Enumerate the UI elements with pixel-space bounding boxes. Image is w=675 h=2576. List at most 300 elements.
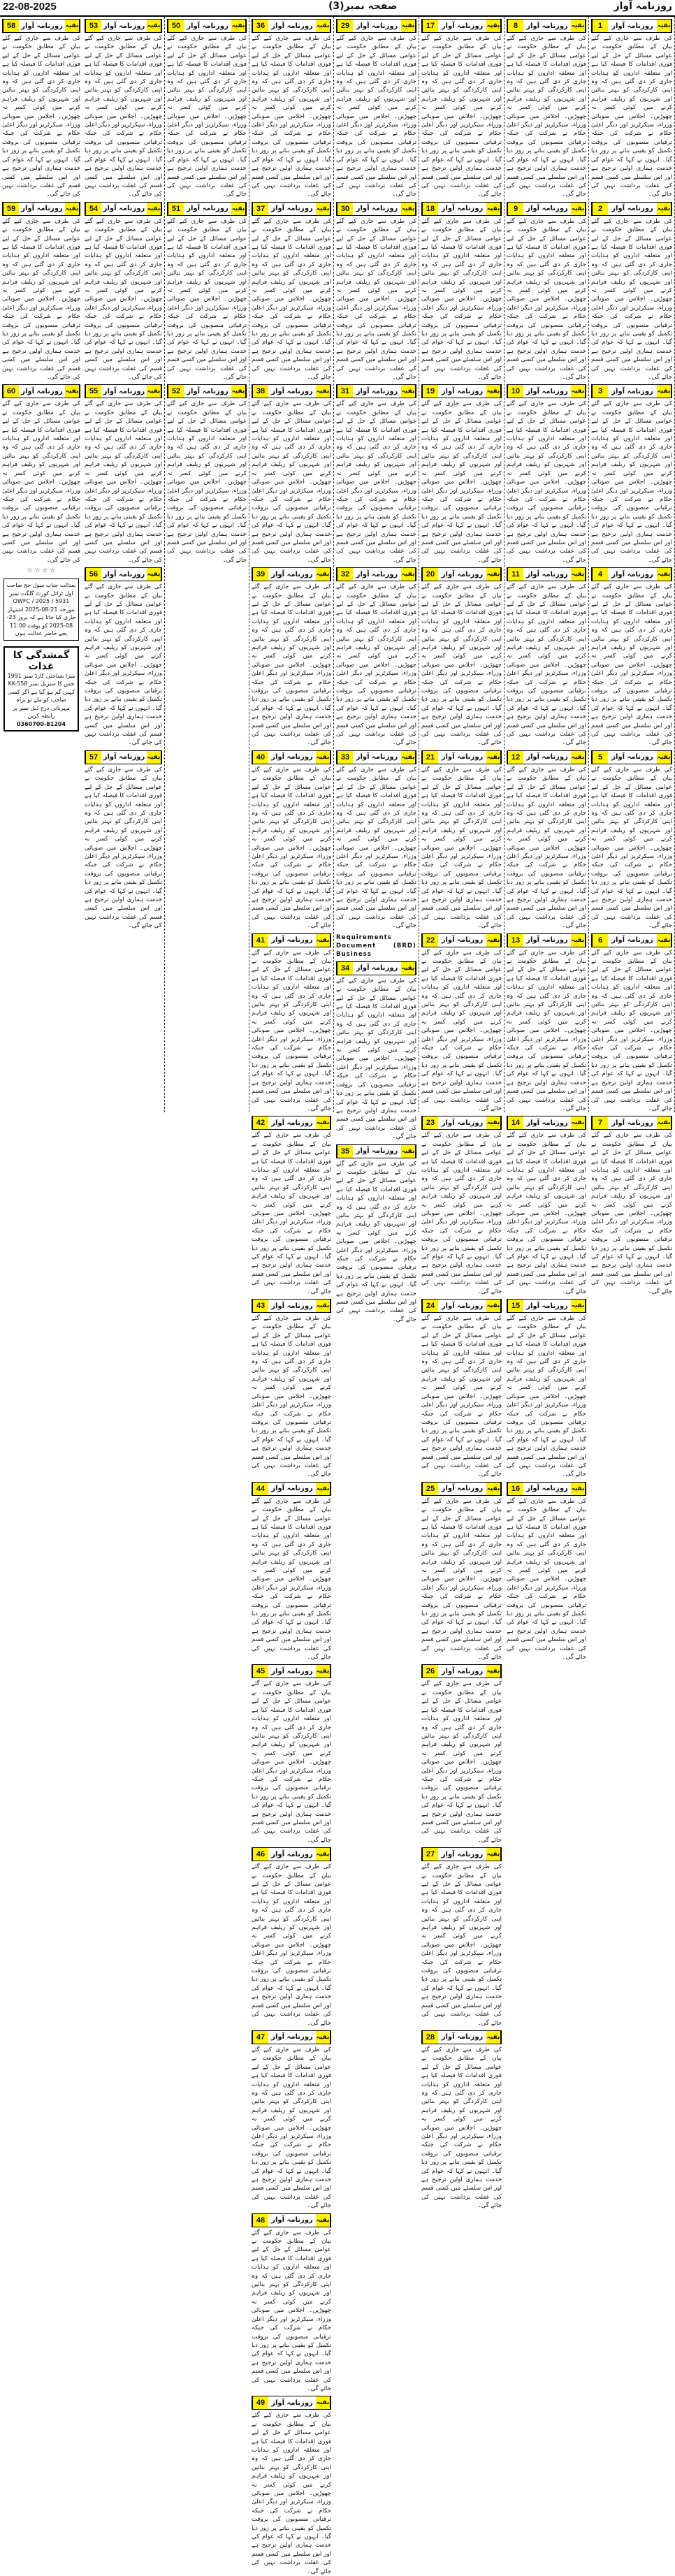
lost-documents-ad — [3, 646, 79, 732]
continued-tag: بقیہ — [316, 1483, 331, 1495]
article-box-title: روزنامہ آواز — [271, 2216, 313, 2225]
continued-tag: بقیہ — [401, 751, 416, 764]
article-number: 2 — [592, 203, 608, 215]
continued-tag: بقیہ — [147, 20, 161, 32]
article-box-title: روزنامہ آواز — [526, 1485, 568, 1493]
continued-tag: بقیہ — [316, 1116, 331, 1129]
article-number: 1 — [592, 20, 608, 32]
article-box-title: روزنامہ آواز — [271, 1667, 313, 1675]
article-header-box — [167, 202, 247, 216]
article-header-box — [421, 19, 502, 33]
article-header-box — [507, 1299, 586, 1313]
article-text: کی طرف سے جاری کیے گئے بیان کے مطابق حکومت نے عوامی مسائل کے حل کے لیے فوری اقدامات کا فیصلہ کیا ہے اور متعلقہ اداروں کو ہدایات جاری کر دی گئی ہیں کہ وہ اپنی کارکردگی کو بہتر بنائیں اور شہریوں کو ریلیف فراہم کرنے میں کوئی کسر نہ چھوڑیں۔ اجلاس میں صوبائی وزراء، سیکرٹریز اور دیگر اعلیٰ حکام نے شرکت کی جبکہ ترقیاتی منصوبوں کی بروقت تکمیل کو یقینی بنانے پر زور دیا گیا۔ انہوں نے کہا کہ عوام کی خدمت ہماری اولین ترجیح ہے اور اس سلسلے میں کسی قسم کی غفلت برداشت نہیں کی جائے گی۔ — [421, 1680, 502, 1844]
article-number: 12 — [507, 751, 523, 764]
article-box-title: روزنامہ آواز — [271, 1119, 313, 1127]
article-number: 57 — [85, 751, 101, 764]
continued-tag: بقیہ — [571, 385, 586, 398]
article-header-box — [85, 384, 162, 398]
continued-article — [421, 384, 502, 565]
continued-tag: بقیہ — [571, 751, 586, 764]
article-text: کی طرف سے جاری کیے گئے بیان کے مطابق حکومت نے عوامی مسائل کے حل کے لیے فوری اقدامات کا فیصلہ کیا ہے اور متعلقہ اداروں کو ہدایات جاری کر دی گئی ہیں کہ وہ اپنی کارکردگی کو بہتر بنائیں اور شہریوں کو ریلیف فراہم کرنے میں کوئی کسر نہ چھوڑیں۔ اجلاس میں صوبائی وزراء، سیکرٹریز اور دیگر اعلیٰ حکام نے شرکت کی جبکہ ترقیاتی منصوبوں کی بروقت تکمیل کو یقینی بنانے پر زور دیا گیا۔ انہوں نے کہا کہ عوام کی خدمت ہماری اولین ترجیح ہے اور اس سلسلے میں کسی قسم کی غفلت برداشت نہیں کی جائے گی۔ — [252, 1132, 331, 1295]
article-text: کی طرف سے جاری کیے گئے بیان کے مطابق حکومت نے عوامی مسائل کے حل کے لیے فوری اقدامات کا فیصلہ کیا ہے اور متعلقہ اداروں کو ہدایات جاری کر دی گئی ہیں کہ وہ اپنی کارکردگی کو بہتر بنائیں اور شہریوں کو ریلیف فراہم کرنے میں کوئی کسر نہ چھوڑیں۔ اجلاس میں صوبائی وزراء، سیکرٹریز اور دیگر اعلیٰ حکام نے شرکت کی جبکہ ترقیاتی منصوبوں کی بروقت تکمیل کو یقینی بنانے پر زور دیا گیا۔ انہوں نے کہا کہ عوام کی خدمت ہماری اولین ترجیح ہے اور اس سلسلے میں کسی قسم کی غفلت برداشت نہیں کی جائے گی۔ — [2, 35, 80, 198]
article-header-box — [421, 1299, 502, 1313]
article-box-title: روزنامہ آواز — [611, 753, 653, 762]
continued-tag: بقیہ — [316, 2396, 331, 2409]
article-header-box — [421, 1116, 502, 1130]
article-text: کی طرف سے جاری کیے گئے بیان کے مطابق حکومت نے عوامی مسائل کے حل کے لیے فوری اقدامات کا فیصلہ کیا ہے اور متعلقہ اداروں کو ہدایات جاری کر دی گئی ہیں کہ وہ اپنی کارکردگی کو بہتر بنائیں اور شہریوں کو ریلیف فراہم کرنے میں کوئی کسر نہ چھوڑیں۔ اجلاس میں صوبائی وزراء، سیکرٹریز اور دیگر اعلیٰ حکام نے شرکت کی جبکہ ترقیاتی منصوبوں کی بروقت تکمیل کو یقینی بنانے پر زور دیا گیا۔ انہوں نے کہا کہ عوام کی خدمت ہماری اولین ترجیح ہے اور اس سلسلے میں کسی قسم کی غفلت برداشت نہیں کی جائے گی۔ — [507, 400, 586, 564]
continued-tag: بقیہ — [486, 751, 501, 764]
continued-article — [507, 19, 586, 199]
continued-tag: بقیہ — [231, 203, 246, 215]
article-number: 46 — [252, 1848, 268, 1861]
article-number: 11 — [507, 568, 523, 581]
article-header-box — [591, 202, 672, 216]
article-number: 39 — [252, 568, 268, 581]
article-text: کی طرف سے جاری کیے گئے بیان کے مطابق حکومت نے عوامی مسائل کے حل کے لیے فوری اقدامات کا فیصلہ کیا ہے اور متعلقہ اداروں کو ہدایات جاری کر دی گئی ہیں کہ وہ اپنی کارکردگی کو بہتر بنائیں اور شہریوں کو ریلیف فراہم کرنے میں کوئی کسر نہ چھوڑیں۔ اجلاس میں صوبائی وزراء، سیکرٹریز اور دیگر اعلیٰ حکام نے شرکت کی جبکہ ترقیاتی منصوبوں کی بروقت تکمیل کو یقینی بنانے پر زور دیا گیا۔ انہوں نے کہا کہ عوام کی خدمت ہماری اولین ترجیح ہے اور اس سلسلے میں کسی قسم کی غفلت برداشت نہیں کی جائے گی۔ — [167, 217, 247, 381]
article-text: کی طرف سے جاری کیے گئے بیان کے مطابق حکومت نے عوامی مسائل کے حل کے لیے فوری اقدامات کا فیصلہ کیا ہے اور متعلقہ اداروں کو ہدایات جاری کر دی گئی ہیں کہ وہ اپنی کارکردگی کو بہتر بنائیں اور شہریوں کو ریلیف فراہم کرنے میں کوئی کسر نہ چھوڑیں۔ اجلاس میں صوبائی وزراء، سیکرٹریز اور دیگر اعلیٰ حکام نے شرکت کی جبکہ ترقیاتی منصوبوں کی بروقت تکمیل کو یقینی بنانے پر زور دیا گیا۔ انہوں نے کہا کہ عوام کی خدمت ہماری اولین ترجیح ہے اور اس سلسلے میں کسی قسم کی غفلت برداشت نہیں کی جائے گی۔ — [2, 217, 80, 381]
article-text: کی طرف سے جاری کیے گئے بیان کے مطابق حکومت نے عوامی مسائل کے حل کے لیے فوری اقدامات کا فیصلہ کیا ہے اور متعلقہ اداروں کو ہدایات جاری کر دی گئی ہیں کہ وہ اپنی کارکردگی کو بہتر بنائیں اور شہریوں کو ریلیف فراہم کرنے میں کوئی کسر نہ چھوڑیں۔ اجلاس میں صوبائی وزراء، سیکرٹریز اور دیگر اعلیٰ حکام نے شرکت کی جبکہ ترقیاتی منصوبوں کی بروقت تکمیل کو یقینی بنانے پر زور دیا گیا۔ انہوں نے کہا کہ عوام کی خدمت ہماری اولین ترجیح ہے اور اس سلسلے میں کسی قسم کی غفلت برداشت نہیں کی جائے گی۔ — [252, 766, 331, 930]
continued-tag: بقیہ — [316, 1665, 331, 1678]
court-notice — [3, 578, 79, 641]
article-box-title: روزنامہ آواز — [526, 936, 568, 945]
article-number: 4 — [592, 568, 608, 581]
article-box-title: روزنامہ آواز — [526, 22, 568, 30]
article-header-box — [421, 567, 502, 581]
continued-tag: بقیہ — [486, 1848, 501, 1861]
article-text: کی طرف سے جاری کیے گئے بیان کے مطابق حکومت نے عوامی مسائل کے حل کے لیے فوری اقدامات کا فیصلہ کیا ہے اور متعلقہ اداروں کو ہدایات جاری کر دی گئی ہیں کہ وہ اپنی کارکردگی کو بہتر بنائیں اور شہریوں کو ریلیف فراہم کرنے میں کوئی کسر نہ چھوڑیں۔ اجلاس میں صوبائی وزراء، سیکرٹریز اور دیگر اعلیٰ حکام نے شرکت کی جبکہ ترقیاتی منصوبوں کی بروقت تکمیل کو یقینی بنانے پر زور دیا گیا۔ انہوں نے کہا کہ عوام کی خدمت ہماری اولین ترجیح ہے اور اس سلسلے میں کسی قسم کی غفلت برداشت نہیں کی جائے گی۔ — [591, 766, 672, 930]
article-header-box — [252, 1482, 331, 1496]
continued-tag: بقیہ — [571, 934, 586, 947]
continued-tag: بقیہ — [401, 1145, 416, 1158]
continued-article — [252, 1847, 331, 2028]
article-box-title: روزنامہ آواز — [526, 570, 568, 578]
continued-tag: بقیہ — [316, 20, 331, 32]
article-box-title: روزنامہ آواز — [271, 570, 313, 578]
article-header-box — [507, 19, 586, 33]
continued-tag: بقیہ — [316, 1300, 331, 1312]
article-box-title: روزنامہ آواز — [611, 936, 653, 945]
article-text: کی طرف سے جاری کیے گئے بیان کے مطابق حکومت نے عوامی مسائل کے حل کے لیے فوری اقدامات کا فیصلہ کیا ہے اور متعلقہ اداروں کو ہدایات جاری کر دی گئی ہیں کہ وہ اپنی کارکردگی کو بہتر بنائیں اور شہریوں کو ریلیف فراہم کرنے میں کوئی کسر نہ چھوڑیں۔ اجلاس میں صوبائی وزراء، سیکرٹریز اور دیگر اعلیٰ حکام نے شرکت کی جبکہ ترقیاتی منصوبوں کی بروقت تکمیل کو یقینی بنانے پر زور دیا گیا۔ انہوں نے کہا کہ عوام کی خدمت ہماری اولین ترجیح ہے اور اس سلسلے میں کسی قسم کی غفلت برداشت نہیں کی جائے گی۔ — [421, 35, 502, 198]
continued-article — [591, 384, 672, 565]
article-header-box — [336, 202, 416, 216]
article-header-box — [336, 750, 416, 764]
continued-article — [507, 750, 586, 931]
article-header-box — [252, 1847, 331, 1861]
continued-article — [336, 202, 416, 382]
article-box-title: روزنامہ آواز — [187, 387, 228, 395]
article-number: 20 — [422, 568, 438, 581]
continued-article — [85, 384, 162, 565]
article-number: 56 — [85, 568, 101, 581]
continued-article — [85, 202, 162, 382]
article-text: کی طرف سے جاری کیے گئے بیان کے مطابق حکومت نے عوامی مسائل کے حل کے لیے فوری اقدامات کا فیصلہ کیا ہے اور متعلقہ اداروں کو ہدایات جاری کر دی گئی ہیں کہ وہ اپنی کارکردگی کو بہتر بنائیں اور شہریوں کو ریلیف فراہم کرنے میں کوئی کسر نہ چھوڑیں۔ اجلاس میں صوبائی وزراء، سیکرٹریز اور دیگر اعلیٰ حکام نے شرکت کی جبکہ ترقیاتی منصوبوں کی بروقت تکمیل کو یقینی بنانے پر زور دیا گیا۔ انہوں نے کہا کہ عوام کی خدمت ہماری اولین ترجیح ہے اور اس سلسلے میں کسی قسم کی غفلت برداشت نہیں کی جائے گی۔ — [2, 400, 80, 564]
continued-tag: بقیہ — [571, 20, 586, 32]
article-number: 28 — [422, 2031, 438, 2044]
continued-article — [336, 567, 416, 748]
continued-tag: بقیہ — [486, 1483, 501, 1495]
article-header-box — [421, 2030, 502, 2044]
continued-article — [421, 1299, 502, 1479]
column-5 — [249, 17, 334, 2575]
article-header-box — [591, 750, 672, 764]
article-header-box — [421, 384, 502, 398]
continued-tag: بقیہ — [316, 934, 331, 947]
article-header-box — [252, 933, 331, 947]
article-box-title: روزنامہ آواز — [356, 964, 398, 973]
article-header-box — [591, 19, 672, 33]
column-7 — [82, 17, 165, 1112]
article-box-title: روزنامہ آواز — [526, 1119, 568, 1127]
article-text: کی طرف سے جاری کیے گئے بیان کے مطابق حکومت نے عوامی مسائل کے حل کے لیے فوری اقدامات کا فیصلہ کیا ہے اور متعلقہ اداروں کو ہدایات جاری کر دی گئی ہیں کہ وہ اپنی کارکردگی کو بہتر بنائیں اور شہریوں کو ریلیف فراہم کرنے میں کوئی کسر نہ چھوڑیں۔ اجلاس میں صوبائی وزراء، سیکرٹریز اور دیگر اعلیٰ حکام نے شرکت کی جبکہ ترقیاتی منصوبوں کی بروقت تکمیل کو یقینی بنانے پر زور دیا گیا۔ انہوں نے کہا کہ عوام کی خدمت ہماری اولین ترجیح ہے اور اس سلسلے میں کسی قسم کی غفلت برداشت نہیں کی جائے گی۔ — [591, 949, 672, 1112]
article-text: کی طرف سے جاری کیے گئے بیان کے مطابق حکومت نے عوامی مسائل کے حل کے لیے فوری اقدامات کا فیصلہ کیا ہے اور متعلقہ اداروں کو ہدایات جاری کر دی گئی ہیں کہ وہ اپنی کارکردگی کو بہتر بنائیں اور شہریوں کو ریلیف فراہم کرنے میں کوئی کسر نہ چھوڑیں۔ اجلاس میں صوبائی وزراء، سیکرٹریز اور دیگر اعلیٰ حکام نے شرکت کی جبکہ ترقیاتی منصوبوں کی بروقت تکمیل کو یقینی بنانے پر زور دیا گیا۔ انہوں نے کہا کہ عوام کی خدمت ہماری اولین ترجیح ہے اور اس سلسلے میں کسی قسم کی غفلت برداشت نہیں کی جائے گی۔ — [85, 400, 162, 564]
continued-tag: بقیہ — [657, 203, 672, 215]
continued-article — [85, 567, 162, 748]
article-number: 26 — [422, 1665, 438, 1678]
continued-article — [336, 750, 416, 931]
article-box-title: روزنامہ آواز — [441, 1667, 484, 1675]
article-number: 10 — [507, 385, 523, 398]
paper-name: روزنامہ آواز — [614, 1, 672, 12]
continued-tag: بقیہ — [486, 203, 501, 215]
continued-tag: بقیہ — [316, 568, 331, 581]
continued-tag: بقیہ — [486, 1116, 501, 1129]
article-header-box — [591, 384, 672, 398]
article-number: 15 — [507, 1300, 523, 1312]
article-header-box — [507, 933, 586, 947]
article-box-title: روزنامہ آواز — [441, 1119, 484, 1127]
continued-tag: بقیہ — [486, 1665, 501, 1678]
continued-tag: بقیہ — [486, 20, 501, 32]
column-1 — [589, 17, 675, 1295]
article-header-box — [336, 19, 416, 33]
article-header-box — [507, 202, 586, 216]
continued-article — [252, 19, 331, 199]
article-number: 8 — [507, 20, 523, 32]
continued-tag: بقیہ — [657, 1116, 672, 1129]
continued-article — [252, 567, 331, 748]
article-number: 43 — [252, 1300, 268, 1312]
article-box-title: روزنامہ آواز — [356, 753, 398, 762]
article-header-box — [252, 1116, 331, 1130]
continued-tag: بقیہ — [65, 203, 80, 215]
article-header-box — [252, 2030, 331, 2044]
continued-article — [591, 567, 672, 748]
article-text: کی طرف سے جاری کیے گئے بیان کے مطابق حکومت نے عوامی مسائل کے حل کے لیے فوری اقدامات کا فیصلہ کیا ہے اور متعلقہ اداروں کو ہدایات جاری کر دی گئی ہیں کہ وہ اپنی کارکردگی کو بہتر بنائیں اور شہریوں کو ریلیف فراہم کرنے میں کوئی کسر نہ چھوڑیں۔ اجلاس میں صوبائی وزراء، سیکرٹریز اور دیگر اعلیٰ حکام نے شرکت کی جبکہ ترقیاتی منصوبوں کی بروقت تکمیل کو یقینی بنانے پر زور دیا گیا۔ انہوں نے کہا کہ عوام کی خدمت ہماری اولین ترجیح ہے اور اس سلسلے میں کسی قسم کی غفلت برداشت نہیں کی جائے گی۔ — [507, 1315, 586, 1478]
article-box-title: روزنامہ آواز — [441, 1485, 484, 1493]
continued-article — [252, 2396, 331, 2576]
article-header-box — [2, 384, 80, 398]
article-number: 17 — [422, 20, 438, 32]
article-text: کی طرف سے جاری کیے گئے بیان کے مطابق حکومت نے عوامی مسائل کے حل کے لیے فوری اقدامات کا فیصلہ کیا ہے اور متعلقہ اداروں کو ہدایات جاری کر دی گئی ہیں کہ وہ اپنی کارکردگی کو بہتر بنائیں اور شہریوں کو ریلیف فراہم کرنے میں کوئی کسر نہ چھوڑیں۔ اجلاس میں صوبائی وزراء، سیکرٹریز اور دیگر اعلیٰ حکام نے شرکت کی جبکہ ترقیاتی منصوبوں کی بروقت تکمیل کو یقینی بنانے پر زور دیا گیا۔ انہوں نے کہا کہ عوام کی خدمت ہماری اولین ترجیح ہے اور اس سلسلے میں کسی قسم کی غفلت برداشت نہیں کی جائے گی۔ — [507, 35, 586, 198]
continued-tag: بقیہ — [401, 385, 416, 398]
article-header-box — [167, 384, 247, 398]
article-header-box — [252, 202, 331, 216]
article-number: 5 — [592, 751, 608, 764]
article-box-title: روزنامہ آواز — [271, 1302, 313, 1310]
continued-article — [252, 384, 331, 565]
continued-article — [591, 202, 672, 382]
article-number: 45 — [252, 1665, 268, 1678]
article-number: 30 — [337, 203, 353, 215]
article-text: کی طرف سے جاری کیے گئے بیان کے مطابق حکومت نے عوامی مسائل کے حل کے لیے فوری اقدامات کا فیصلہ کیا ہے اور متعلقہ اداروں کو ہدایات جاری کر دی گئی ہیں کہ وہ اپنی کارکردگی کو بہتر بنائیں اور شہریوں کو ریلیف فراہم کرنے میں کوئی کسر نہ چھوڑیں۔ اجلاس میں صوبائی وزراء، سیکرٹریز اور دیگر اعلیٰ حکام نے شرکت کی جبکہ ترقیاتی منصوبوں کی بروقت تکمیل کو یقینی بنانے پر زور دیا گیا۔ انہوں نے کہا کہ عوام کی خدمت ہماری اولین ترجیح ہے اور اس سلسلے میں کسی قسم کی غفلت برداشت نہیں کی جائے گی۔ — [252, 1680, 331, 1844]
article-text: کی طرف سے جاری کیے گئے بیان کے مطابق حکومت نے عوامی مسائل کے حل کے لیے فوری اقدامات کا فیصلہ کیا ہے اور متعلقہ اداروں کو ہدایات جاری کر دی گئی ہیں کہ وہ اپنی کارکردگی کو بہتر بنائیں اور شہریوں کو ریلیف فراہم کرنے میں کوئی کسر نہ چھوڑیں۔ اجلاس میں صوبائی وزراء، سیکرٹریز اور دیگر اعلیٰ حکام نے شرکت کی جبکہ ترقیاتی منصوبوں کی بروقت تکمیل کو یقینی بنانے پر زور دیا گیا۔ انہوں نے کہا کہ عوام کی خدمت ہماری اولین ترجیح ہے اور اس سلسلے میں کسی قسم کی غفلت برداشت نہیں کی جائے گی۔ — [252, 217, 331, 381]
article-text: کی طرف سے جاری کیے گئے بیان کے مطابق حکومت نے عوامی مسائل کے حل کے لیے فوری اقدامات کا فیصلہ کیا ہے اور متعلقہ اداروں کو ہدایات جاری کر دی گئی ہیں کہ وہ اپنی کارکردگی کو بہتر بنائیں اور شہریوں کو ریلیف فراہم کرنے میں کوئی کسر نہ چھوڑیں۔ اجلاس میں صوبائی وزراء، سیکرٹریز اور دیگر اعلیٰ حکام نے شرکت کی جبکہ ترقیاتی منصوبوں کی بروقت تکمیل کو یقینی بنانے پر زور دیا گیا۔ انہوں نے کہا کہ عوام کی خدمت ہماری اولین ترجیح ہے اور اس سلسلے میں کسی قسم کی غفلت برداشت نہیں کی جائے گی۔ — [591, 217, 672, 381]
continued-tag: بقیہ — [147, 568, 161, 581]
article-text: کی طرف سے جاری کیے گئے بیان کے مطابق حکومت نے عوامی مسائل کے حل کے لیے فوری اقدامات کا فیصلہ کیا ہے اور متعلقہ اداروں کو ہدایات جاری کر دی گئی ہیں کہ وہ اپنی کارکردگی کو بہتر بنائیں اور شہریوں کو ریلیف فراہم کرنے میں کوئی کسر نہ چھوڑیں۔ اجلاس میں صوبائی وزراء، سیکرٹریز اور دیگر اعلیٰ حکام نے شرکت کی جبکہ ترقیاتی منصوبوں کی بروقت تکمیل کو یقینی بنانے پر زور دیا گیا۔ انہوں نے کہا کہ عوام کی خدمت ہماری اولین ترجیح ہے اور اس سلسلے میں کسی قسم کی غفلت برداشت نہیں کی جائے گی۔ — [591, 1132, 672, 1295]
article-text: کی طرف سے جاری کیے گئے بیان کے مطابق حکومت نے عوامی مسائل کے حل کے لیے فوری اقدامات کا فیصلہ کیا ہے اور متعلقہ اداروں کو ہدایات جاری کر دی گئی ہیں کہ وہ اپنی کارکردگی کو بہتر بنائیں اور شہریوں کو ریلیف فراہم کرنے میں کوئی کسر نہ چھوڑیں۔ اجلاس میں صوبائی وزراء، سیکرٹریز اور دیگر اعلیٰ حکام نے شرکت کی جبکہ ترقیاتی منصوبوں کی بروقت تکمیل کو یقینی بنانے پر زور دیا گیا۔ انہوں نے کہا کہ عوام کی خدمت ہماری اولین ترجیح ہے اور اس سلسلے میں کسی قسم کی غفلت برداشت نہیں کی جائے گی۔ — [252, 2046, 331, 2210]
article-box-title: روزنامہ آواز — [441, 753, 484, 762]
article-text: کی طرف سے جاری کیے گئے بیان کے مطابق حکومت نے عوامی مسائل کے حل کے لیے فوری اقدامات کا فیصلہ کیا ہے اور متعلقہ اداروں کو ہدایات جاری کر دی گئی ہیں کہ وہ اپنی کارکردگی کو بہتر بنائیں اور شہریوں کو ریلیف فراہم کرنے میں کوئی کسر نہ چھوڑیں۔ اجلاس میں صوبائی وزراء، سیکرٹریز اور دیگر اعلیٰ حکام نے شرکت کی جبکہ ترقیاتی منصوبوں کی بروقت تکمیل کو یقینی بنانے پر زور دیا گیا۔ انہوں نے کہا کہ عوام کی خدمت ہماری اولین ترجیح ہے اور اس سلسلے میں کسی قسم کی غفلت برداشت نہیں کی جائے گی۔ — [591, 583, 672, 747]
continued-tag: بقیہ — [486, 568, 501, 581]
continued-article — [421, 750, 502, 931]
article-number: 36 — [252, 20, 268, 32]
lost-documents-text: میرا شناختی کارڈ نمبر 1991 جس کا سیریل نمبر KK-558 کہیں گم ہو گیا ہے اگر کسی صاحب کو ملے تو براہ مہربانی درج ذیل نمبر پر رابطہ کریں — [7, 672, 75, 720]
article-header-box — [421, 1847, 502, 1861]
continued-tag: بقیہ — [231, 20, 246, 32]
continued-article — [421, 1664, 502, 1844]
article-number: 34 — [337, 962, 353, 975]
article-number: 18 — [422, 203, 438, 215]
article-number: 25 — [422, 1483, 438, 1495]
article-header-box — [336, 384, 416, 398]
issue-date: 22-08-2025 — [3, 1, 57, 13]
continued-article — [421, 2030, 502, 2211]
article-text: کی طرف سے جاری کیے گئے بیان کے مطابق حکومت نے عوامی مسائل کے حل کے لیے فوری اقدامات کا فیصلہ کیا ہے اور متعلقہ اداروں کو ہدایات جاری کر دی گئی ہیں کہ وہ اپنی کارکردگی کو بہتر بنائیں اور شہریوں کو ریلیف فراہم کرنے میں کوئی کسر نہ چھوڑیں۔ اجلاس میں صوبائی وزراء، سیکرٹریز اور دیگر اعلیٰ حکام نے شرکت کی جبکہ ترقیاتی منصوبوں کی بروقت تکمیل کو یقینی بنانے پر زور دیا گیا۔ انہوں نے کہا کہ عوام کی خدمت ہماری اولین ترجیح ہے اور اس سلسلے میں کسی قسم کی غفلت برداشت نہیں کی جائے گی۔ — [85, 583, 162, 747]
continued-article — [252, 1299, 331, 1479]
article-number: 9 — [507, 203, 523, 215]
column-8 — [0, 17, 82, 1112]
continued-tag: بقیہ — [401, 203, 416, 215]
continued-article — [252, 2213, 331, 2394]
continued-tag: بقیہ — [571, 203, 586, 215]
article-box-title: روزنامہ آواز — [103, 570, 145, 578]
article-text: کی طرف سے جاری کیے گئے بیان کے مطابق حکومت نے عوامی مسائل کے حل کے لیے فوری اقدامات کا فیصلہ کیا ہے اور متعلقہ اداروں کو ہدایات جاری کر دی گئی ہیں کہ وہ اپنی کارکردگی کو بہتر بنائیں اور شہریوں کو ریلیف فراہم کرنے میں کوئی کسر نہ چھوڑیں۔ اجلاس میں صوبائی وزراء، سیکرٹریز اور دیگر اعلیٰ حکام نے شرکت کی جبکہ ترقیاتی منصوبوں کی بروقت تکمیل کو یقینی بنانے پر زور دیا گیا۔ انہوں نے کہا کہ عوام کی خدمت ہماری اولین ترجیح ہے اور اس سلسلے میں کسی قسم کی غفلت برداشت نہیں کی جائے گی۔ — [507, 949, 586, 1112]
article-header-box — [252, 19, 331, 33]
article-number: 32 — [337, 568, 353, 581]
article-box-title: روزنامہ آواز — [611, 1119, 653, 1127]
article-box-title: روزنامہ آواز — [271, 753, 313, 762]
article-text: کی طرف سے جاری کیے گئے بیان کے مطابق حکومت نے عوامی مسائل کے حل کے لیے فوری اقدامات کا فیصلہ کیا ہے اور متعلقہ اداروں کو ہدایات جاری کر دی گئی ہیں کہ وہ اپنی کارکردگی کو بہتر بنائیں اور شہریوں کو ریلیف فراہم کرنے میں کوئی کسر نہ چھوڑیں۔ اجلاس میں صوبائی وزراء، سیکرٹریز اور دیگر اعلیٰ حکام نے شرکت کی جبکہ ترقیاتی منصوبوں کی بروقت تکمیل کو یقینی بنانے پر زور دیا گیا۔ انہوں نے کہا کہ عوام کی خدمت ہماری اولین ترجیح ہے اور اس سلسلے میں کسی قسم کی غفلت برداشت نہیں کی جائے گی۔ — [507, 1497, 586, 1661]
continued-tag: بقیہ — [657, 385, 672, 398]
article-number: 55 — [85, 385, 101, 398]
article-box-title: روزنامہ آواز — [271, 2399, 313, 2407]
article-number: 37 — [252, 203, 268, 215]
article-header-box — [421, 1482, 502, 1496]
article-number: 49 — [252, 2396, 268, 2409]
article-text: کی طرف سے جاری کیے گئے بیان کے مطابق حکومت نے عوامی مسائل کے حل کے لیے فوری اقدامات کا فیصلہ کیا ہے اور متعلقہ اداروں کو ہدایات جاری کر دی گئی ہیں کہ وہ اپنی کارکردگی کو بہتر بنائیں اور شہریوں کو ریلیف فراہم کرنے میں کوئی کسر نہ چھوڑیں۔ اجلاس میں صوبائی وزراء، سیکرٹریز اور دیگر اعلیٰ حکام نے شرکت کی جبکہ ترقیاتی منصوبوں کی بروقت تکمیل کو یقینی بنانے پر زور دیا گیا۔ انہوں نے کہا کہ عوام کی خدمت ہماری اولین ترجیح ہے اور اس سلسلے میں کسی قسم کی غفلت برداشت نہیں کی جائے گی۔ — [252, 2412, 331, 2575]
continued-tag: بقیہ — [65, 385, 80, 398]
article-box-title: روزنامہ آواز — [187, 22, 228, 30]
article-text: کی طرف سے جاری کیے گئے بیان کے مطابق حکومت نے عوامی مسائل کے حل کے لیے فوری اقدامات کا فیصلہ کیا ہے اور متعلقہ اداروں کو ہدایات جاری کر دی گئی ہیں کہ وہ اپنی کارکردگی کو بہتر بنائیں اور شہریوں کو ریلیف فراہم کرنے میں کوئی کسر نہ چھوڑیں۔ اجلاس میں صوبائی وزراء، سیکرٹریز اور دیگر اعلیٰ حکام نے شرکت کی جبکہ ترقیاتی منصوبوں کی بروقت تکمیل کو یقینی بنانے پر زور دیا گیا۔ انہوں نے کہا کہ عوام کی خدمت ہماری اولین ترجیح ہے اور اس سلسلے میں کسی قسم کی غفلت برداشت نہیں کی جائے گی۔ — [336, 217, 416, 381]
article-box-title: روزنامہ آواز — [103, 22, 145, 30]
article-header-box — [421, 1664, 502, 1678]
article-header-box — [252, 1664, 331, 1678]
column-2 — [505, 17, 589, 1661]
continued-article — [336, 19, 416, 199]
continued-tag: بقیہ — [486, 2031, 501, 2044]
continued-tag: بقیہ — [316, 203, 331, 215]
article-number: 13 — [507, 934, 523, 947]
continued-article — [421, 1116, 502, 1296]
continued-tag: بقیہ — [571, 568, 586, 581]
article-header-box — [2, 19, 80, 33]
article-header-box — [85, 19, 162, 33]
newspaper-page — [0, 17, 675, 2575]
continued-tag: بقیہ — [147, 751, 161, 764]
article-box-title: روزنامہ آواز — [526, 1302, 568, 1310]
continued-article — [507, 1482, 586, 1662]
article-header-box — [591, 567, 672, 581]
article-box-title: روزنامہ آواز — [271, 936, 313, 945]
article-header-box — [252, 2396, 331, 2410]
article-text: کی طرف سے جاری کیے گئے بیان کے مطابق حکومت نے عوامی مسائل کے حل کے لیے فوری اقدامات کا فیصلہ کیا ہے اور متعلقہ اداروں کو ہدایات جاری کر دی گئی ہیں کہ وہ اپنی کارکردگی کو بہتر بنائیں اور شہریوں کو ریلیف فراہم کرنے میں کوئی کسر نہ چھوڑیں۔ اجلاس میں صوبائی وزراء، سیکرٹریز اور دیگر اعلیٰ حکام نے شرکت کی جبکہ ترقیاتی منصوبوں کی بروقت تکمیل کو یقینی بنانے پر زور دیا گیا۔ انہوں نے کہا کہ عوام کی خدمت ہماری اولین ترجیح ہے اور اس سلسلے میں کسی قسم کی غفلت برداشت نہیں کی جائے گی۔ — [336, 583, 416, 747]
article-text: کی طرف سے جاری کیے گئے بیان کے مطابق حکومت نے عوامی مسائل کے حل کے لیے فوری اقدامات کا فیصلہ کیا ہے اور متعلقہ اداروں کو ہدایات جاری کر دی گئی ہیں کہ وہ اپنی کارکردگی کو بہتر بنائیں اور شہریوں کو ریلیف فراہم کرنے میں کوئی کسر نہ چھوڑیں۔ اجلاس میں صوبائی وزراء، سیکرٹریز اور دیگر اعلیٰ حکام نے شرکت کی جبکہ ترقیاتی منصوبوں کی بروقت تکمیل کو یقینی بنانے پر زور دیا گیا۔ انہوں نے کہا کہ عوام کی خدمت ہماری اولین ترجیح ہے اور اس سلسلے میں کسی قسم کی غفلت برداشت نہیں کی جائے گی۔ — [421, 1497, 502, 1661]
article-header-box — [507, 1116, 586, 1130]
continued-article — [167, 384, 247, 565]
article-text: کی طرف سے جاری کیے گئے بیان کے مطابق حکومت نے عوامی مسائل کے حل کے لیے فوری اقدامات کا فیصلہ کیا ہے اور متعلقہ اداروں کو ہدایات جاری کر دی گئی ہیں کہ وہ اپنی کارکردگی کو بہتر بنائیں اور شہریوں کو ریلیف فراہم کرنے میں کوئی کسر نہ چھوڑیں۔ اجلاس میں صوبائی وزراء، سیکرٹریز اور دیگر اعلیٰ حکام نے شرکت کی جبکہ ترقیاتی منصوبوں کی بروقت تکمیل کو یقینی بنانے پر زور دیا گیا۔ انہوں نے کہا کہ عوام کی خدمت ہماری اولین ترجیح ہے اور اس سلسلے میں کسی قسم کی غفلت برداشت نہیں کی جائے گی۔ — [252, 1315, 331, 1478]
article-text: کی طرف سے جاری کیے گئے بیان کے مطابق حکومت نے عوامی مسائل کے حل کے لیے فوری اقدامات کا فیصلہ کیا ہے اور متعلقہ اداروں کو ہدایات جاری کر دی گئی ہیں کہ وہ اپنی کارکردگی کو بہتر بنائیں اور شہریوں کو ریلیف فراہم کرنے میں کوئی کسر نہ چھوڑیں۔ اجلاس میں صوبائی وزراء، سیکرٹریز اور دیگر اعلیٰ حکام نے شرکت کی جبکہ ترقیاتی منصوبوں کی بروقت تکمیل کو یقینی بنانے پر زور دیا گیا۔ انہوں نے کہا کہ عوام کی خدمت ہماری اولین ترجیح ہے اور اس سلسلے میں کسی قسم کی غفلت برداشت نہیں کی جائے گی۔ — [421, 949, 502, 1112]
article-number: 38 — [252, 385, 268, 398]
column-4 — [334, 17, 419, 1323]
article-header-box — [252, 2213, 331, 2227]
article-box-title: روزنامہ آواز — [611, 22, 653, 30]
article-text: کی طرف سے جاری کیے گئے بیان کے مطابق حکومت نے عوامی مسائل کے حل کے لیے فوری اقدامات کا فیصلہ کیا ہے اور متعلقہ اداروں کو ہدایات جاری کر دی گئی ہیں کہ وہ اپنی کارکردگی کو بہتر بنائیں اور شہریوں کو ریلیف فراہم کرنے میں کوئی کسر نہ چھوڑیں۔ اجلاس میں صوبائی وزراء، سیکرٹریز اور دیگر اعلیٰ حکام نے شرکت کی جبکہ ترقیاتی منصوبوں کی بروقت تکمیل کو یقینی بنانے پر زور دیا گیا۔ انہوں نے کہا کہ عوام کی خدمت ہماری اولین ترجیح ہے اور اس سلسلے میں کسی قسم کی غفلت برداشت نہیں کی جائے گی۔ — [507, 583, 586, 747]
continued-article — [507, 567, 586, 748]
continued-article — [591, 1116, 672, 1296]
article-header-box — [167, 19, 247, 33]
continued-tag: بقیہ — [316, 1848, 331, 1861]
article-header-box — [507, 384, 586, 398]
article-box-title: روزنامہ آواز — [526, 205, 568, 213]
article-number: 58 — [3, 20, 19, 32]
article-number: 47 — [252, 2031, 268, 2044]
continued-article — [591, 933, 672, 1114]
article-box-title: روزنامہ آواز — [271, 1485, 313, 1493]
article-number: 6 — [592, 934, 608, 947]
article-box-title: روزنامہ آواز — [21, 387, 63, 395]
continued-article — [591, 750, 672, 931]
article-text: کی طرف سے جاری کیے گئے بیان کے مطابق حکومت نے عوامی مسائل کے حل کے لیے فوری اقدامات کا فیصلہ کیا ہے اور متعلقہ اداروں کو ہدایات جاری کر دی گئی ہیں کہ وہ اپنی کارکردگی کو بہتر بنائیں اور شہریوں کو ریلیف فراہم کرنے میں کوئی کسر نہ چھوڑیں۔ اجلاس میں صوبائی وزراء، سیکرٹریز اور دیگر اعلیٰ حکام نے شرکت کی جبکہ ترقیاتی منصوبوں کی بروقت تکمیل کو یقینی بنانے پر زور دیا گیا۔ انہوں نے کہا کہ عوام کی خدمت ہماری اولین ترجیح ہے اور اس سلسلے میں کسی قسم کی غفلت برداشت نہیں کی جائے گی۔ — [336, 1160, 416, 1323]
continued-article — [507, 384, 586, 565]
article-box-title: روزنامہ آواز — [441, 1302, 484, 1310]
article-header-box — [252, 1299, 331, 1313]
article-box-title: روزنامہ آواز — [356, 1147, 398, 1156]
article-text: کی طرف سے جاری کیے گئے بیان کے مطابق حکومت نے عوامی مسائل کے حل کے لیے فوری اقدامات کا فیصلہ کیا ہے اور متعلقہ اداروں کو ہدایات جاری کر دی گئی ہیں کہ وہ اپنی کارکردگی کو بہتر بنائیں اور شہریوں کو ریلیف فراہم کرنے میں کوئی کسر نہ چھوڑیں۔ اجلاس میں صوبائی وزراء، سیکرٹریز اور دیگر اعلیٰ حکام نے شرکت کی جبکہ ترقیاتی منصوبوں کی بروقت تکمیل کو یقینی بنانے پر زور دیا گیا۔ انہوں نے کہا کہ عوام کی خدمت ہماری اولین ترجیح ہے اور اس سلسلے میں کسی قسم کی غفلت برداشت نہیں کی جائے گی۔ — [421, 583, 502, 747]
article-box-title: روزنامہ آواز — [356, 205, 398, 213]
article-number: 27 — [422, 1848, 438, 1861]
continued-tag: بقیہ — [316, 2214, 331, 2227]
article-number: 50 — [168, 20, 184, 32]
article-box-title: روزنامہ آواز — [441, 570, 484, 578]
article-header-box — [252, 384, 331, 398]
continued-tag: بقیہ — [657, 934, 672, 947]
continued-tag: بقیہ — [571, 1300, 586, 1312]
article-text: کی طرف سے جاری کیے گئے بیان کے مطابق حکومت نے عوامی مسائل کے حل کے لیے فوری اقدامات کا فیصلہ کیا ہے اور متعلقہ اداروں کو ہدایات جاری کر دی گئی ہیں کہ وہ اپنی کارکردگی کو بہتر بنائیں اور شہریوں کو ریلیف فراہم کرنے میں کوئی کسر نہ چھوڑیں۔ اجلاس میں صوبائی وزراء، سیکرٹریز اور دیگر اعلیٰ حکام نے شرکت کی جبکہ ترقیاتی منصوبوں کی بروقت تکمیل کو یقینی بنانے پر زور دیا گیا۔ انہوں نے کہا کہ عوام کی خدمت ہماری اولین ترجیح ہے اور اس سلسلے میں کسی قسم کی غفلت برداشت نہیں کی جائے گی۔ — [85, 35, 162, 198]
article-header-box — [85, 750, 162, 764]
article-header-box — [336, 567, 416, 581]
article-text: کی طرف سے جاری کیے گئے بیان کے مطابق حکومت نے عوامی مسائل کے حل کے لیے فوری اقدامات کا فیصلہ کیا ہے اور متعلقہ اداروں کو ہدایات جاری کر دی گئی ہیں کہ وہ اپنی کارکردگی کو بہتر بنائیں اور شہریوں کو ریلیف فراہم کرنے میں کوئی کسر نہ چھوڑیں۔ اجلاس میں صوبائی وزراء، سیکرٹریز اور دیگر اعلیٰ حکام نے شرکت کی جبکہ ترقیاتی منصوبوں کی بروقت تکمیل کو یقینی بنانے پر زور دیا گیا۔ انہوں نے کہا کہ عوام کی خدمت ہماری اولین ترجیح ہے اور اس سلسلے میں کسی قسم کی غفلت برداشت نہیں کی جائے گی۔ — [167, 400, 247, 564]
article-number: 52 — [168, 385, 184, 398]
continued-article — [252, 933, 331, 1114]
article-text: کی طرف سے جاری کیے گئے بیان کے مطابق حکومت نے عوامی مسائل کے حل کے لیے فوری اقدامات کا فیصلہ کیا ہے اور متعلقہ اداروں کو ہدایات جاری کر دی گئی ہیں کہ وہ اپنی کارکردگی کو بہتر بنائیں اور شہریوں کو ریلیف فراہم کرنے میں کوئی کسر نہ چھوڑیں۔ اجلاس میں صوبائی وزراء، سیکرٹریز اور دیگر اعلیٰ حکام نے شرکت کی جبکہ ترقیاتی منصوبوں کی بروقت تکمیل کو یقینی بنانے پر زور دیا گیا۔ انہوں نے کہا کہ عوام کی خدمت ہماری اولین ترجیح ہے اور اس سلسلے میں کسی قسم کی غفلت برداشت نہیں کی جائے گی۔ — [252, 2229, 331, 2392]
article-box-title: روزنامہ آواز — [441, 2033, 484, 2042]
article-text: کی طرف سے جاری کیے گئے بیان کے مطابق حکومت نے عوامی مسائل کے حل کے لیے فوری اقدامات کا فیصلہ کیا ہے اور متعلقہ اداروں کو ہدایات جاری کر دی گئی ہیں کہ وہ اپنی کارکردگی کو بہتر بنائیں اور شہریوں کو ریلیف فراہم کرنے میں کوئی کسر نہ چھوڑیں۔ اجلاس میں صوبائی وزراء، سیکرٹریز اور دیگر اعلیٰ حکام نے شرکت کی جبکہ ترقیاتی منصوبوں کی بروقت تکمیل کو یقینی بنانے پر زور دیا گیا۔ انہوں نے کہا کہ عوام کی خدمت ہماری اولین ترجیح ہے اور اس سلسلے میں کسی قسم کی غفلت برداشت نہیں کی جائے گی۔ — [421, 217, 502, 381]
article-box-title: روزنامہ آواز — [103, 753, 145, 762]
article-box-title: روزنامہ آواز — [356, 570, 398, 578]
article-number: 21 — [422, 751, 438, 764]
continued-article — [507, 1299, 586, 1479]
continued-article — [85, 19, 162, 199]
continued-tag: بقیہ — [401, 568, 416, 581]
article-number: 33 — [337, 751, 353, 764]
continued-tag: بقیہ — [486, 385, 501, 398]
article-box-title: روزنامہ آواز — [526, 387, 568, 395]
article-text: کی طرف سے جاری کیے گئے بیان کے مطابق حکومت نے عوامی مسائل کے حل کے لیے فوری اقدامات کا فیصلہ کیا ہے اور متعلقہ اداروں کو ہدایات جاری کر دی گئی ہیں کہ وہ اپنی کارکردگی کو بہتر بنائیں اور شہریوں کو ریلیف فراہم کرنے میں کوئی کسر نہ چھوڑیں۔ اجلاس میں صوبائی وزراء، سیکرٹریز اور دیگر اعلیٰ حکام نے شرکت کی جبکہ ترقیاتی منصوبوں کی بروقت تکمیل کو یقینی بنانے پر زور دیا گیا۔ انہوں نے کہا کہ عوام کی خدمت ہماری اولین ترجیح ہے اور اس سلسلے میں کسی قسم کی غفلت برداشت نہیں کی جائے گی۔ — [252, 583, 331, 747]
article-text: کی طرف سے جاری کیے گئے بیان کے مطابق حکومت نے عوامی مسائل کے حل کے لیے فوری اقدامات کا فیصلہ کیا ہے اور متعلقہ اداروں کو ہدایات جاری کر دی گئی ہیں کہ وہ اپنی کارکردگی کو بہتر بنائیں اور شہریوں کو ریلیف فراہم کرنے میں کوئی کسر نہ چھوڑیں۔ اجلاس میں صوبائی وزراء، سیکرٹریز اور دیگر اعلیٰ حکام نے شرکت کی جبکہ ترقیاتی منصوبوں کی بروقت تکمیل کو یقینی بنانے پر زور دیا گیا۔ انہوں نے کہا کہ عوام کی خدمت ہماری اولین ترجیح ہے اور اس سلسلے میں کسی قسم کی غفلت برداشت نہیں کی جائے گی۔ — [507, 217, 586, 381]
article-text: کی طرف سے جاری کیے گئے بیان کے مطابق حکومت نے عوامی مسائل کے حل کے لیے فوری اقدامات کا فیصلہ کیا ہے اور متعلقہ اداروں کو ہدایات جاری کر دی گئی ہیں کہ وہ اپنی کارکردگی کو بہتر بنائیں اور شہریوں کو ریلیف فراہم کرنے میں کوئی کسر نہ چھوڑیں۔ اجلاس میں صوبائی وزراء، سیکرٹریز اور دیگر اعلیٰ حکام نے شرکت کی جبکہ ترقیاتی منصوبوں کی بروقت تکمیل کو یقینی بنانے پر زور دیا گیا۔ انہوں نے کہا کہ عوام کی خدمت ہماری اولین ترجیح ہے اور اس سلسلے میں کسی قسم کی غفلت برداشت نہیں کی جائے گی۔ — [591, 400, 672, 564]
article-text: کی طرف سے جاری کیے گئے بیان کے مطابق حکومت نے عوامی مسائل کے حل کے لیے فوری اقدامات کا فیصلہ کیا ہے اور متعلقہ اداروں کو ہدایات جاری کر دی گئی ہیں کہ وہ اپنی کارکردگی کو بہتر بنائیں اور شہریوں کو ریلیف فراہم کرنے میں کوئی کسر نہ چھوڑیں۔ اجلاس میں صوبائی وزراء، سیکرٹریز اور دیگر اعلیٰ حکام نے شرکت کی جبکہ ترقیاتی منصوبوں کی بروقت تکمیل کو یقینی بنانے پر زور دیا گیا۔ انہوں نے کہا کہ عوام کی خدمت ہماری اولین ترجیح ہے اور اس سلسلے میں کسی قسم کی غفلت برداشت نہیں کی جائے گی۔ — [336, 766, 416, 930]
continued-article — [421, 1847, 502, 2028]
article-box-title: روزنامہ آواز — [271, 205, 313, 213]
continued-article — [421, 567, 502, 748]
continued-tag: بقیہ — [657, 568, 672, 581]
article-header-box — [252, 750, 331, 764]
article-box-title: روزنامہ آواز — [441, 387, 484, 395]
article-header-box — [507, 567, 586, 581]
continued-article — [167, 19, 247, 199]
continued-tag: بقیہ — [316, 385, 331, 398]
article-number: 14 — [507, 1116, 523, 1129]
article-number: 44 — [252, 1483, 268, 1495]
article-box-title: روزنامہ آواز — [356, 22, 398, 30]
masthead-bar — [0, 0, 675, 17]
continued-tag: بقیہ — [65, 20, 80, 32]
article-text: کی طرف سے جاری کیے گئے بیان کے مطابق حکومت نے عوامی مسائل کے حل کے لیے فوری اقدامات کا فیصلہ کیا ہے اور متعلقہ اداروں کو ہدایات جاری کر دی گئی ہیں کہ وہ اپنی کارکردگی کو بہتر بنائیں اور شہریوں کو ریلیف فراہم کرنے میں کوئی کسر نہ چھوڑیں۔ اجلاس میں صوبائی وزراء، سیکرٹریز اور دیگر اعلیٰ حکام نے شرکت کی جبکہ ترقیاتی منصوبوں کی بروقت تکمیل کو یقینی بنانے پر زور دیا گیا۔ انہوں نے کہا کہ عوام کی خدمت ہماری اولین ترجیح ہے اور اس سلسلے میں کسی قسم کی غفلت برداشت نہیں کی جائے گی۔ — [421, 2046, 502, 2210]
article-text: کی طرف سے جاری کیے گئے بیان کے مطابق حکومت نے عوامی مسائل کے حل کے لیے فوری اقدامات کا فیصلہ کیا ہے اور متعلقہ اداروں کو ہدایات جاری کر دی گئی ہیں کہ وہ اپنی کارکردگی کو بہتر بنائیں اور شہریوں کو ریلیف فراہم کرنے میں کوئی کسر نہ چھوڑیں۔ اجلاس میں صوبائی وزراء، سیکرٹریز اور دیگر اعلیٰ حکام نے شرکت کی جبکہ ترقیاتی منصوبوں کی بروقت تکمیل کو یقینی بنانے پر زور دیا گیا۔ انہوں نے کہا کہ عوام کی خدمت ہماری اولین ترجیح ہے اور اس سلسلے میں کسی قسم کی غفلت برداشت نہیں کی جائے گی۔ — [336, 35, 416, 198]
article-number: 22 — [422, 934, 438, 947]
continued-article — [2, 19, 80, 199]
article-text: کی طرف سے جاری کیے گئے بیان کے مطابق حکومت نے عوامی مسائل کے حل کے لیے فوری اقدامات کا فیصلہ کیا ہے اور متعلقہ اداروں کو ہدایات جاری کر دی گئی ہیں کہ وہ اپنی کارکردگی کو بہتر بنائیں اور شہریوں کو ریلیف فراہم کرنے میں کوئی کسر نہ چھوڑیں۔ اجلاس میں صوبائی وزراء، سیکرٹریز اور دیگر اعلیٰ حکام نے شرکت کی جبکہ ترقیاتی منصوبوں کی بروقت تکمیل کو یقینی بنانے پر زور دیا گیا۔ انہوں نے کہا کہ عوام کی خدمت ہماری اولین ترجیح ہے اور اس سلسلے میں کسی قسم کی غفلت برداشت نہیں کی جائے گی۔ — [421, 1863, 502, 2027]
article-box-title: روزنامہ آواز — [441, 1850, 484, 1858]
continued-article — [507, 933, 586, 1114]
article-header-box — [336, 961, 416, 975]
continued-tag: بقیہ — [657, 751, 672, 764]
article-number: 23 — [422, 1116, 438, 1129]
article-number: 60 — [3, 385, 19, 398]
continued-article — [252, 2030, 331, 2211]
continued-article — [252, 202, 331, 382]
article-number: 19 — [422, 385, 438, 398]
article-text: کی طرف سے جاری کیے گئے بیان کے مطابق حکومت نے عوامی مسائل کے حل کے لیے فوری اقدامات کا فیصلہ کیا ہے اور متعلقہ اداروں کو ہدایات جاری کر دی گئی ہیں کہ وہ اپنی کارکردگی کو بہتر بنائیں اور شہریوں کو ریلیف فراہم کرنے میں کوئی کسر نہ چھوڑیں۔ اجلاس میں صوبائی وزراء، سیکرٹریز اور دیگر اعلیٰ حکام نے شرکت کی جبکہ ترقیاتی منصوبوں کی بروقت تکمیل کو یقینی بنانے پر زور دیا گیا۔ انہوں نے کہا کہ عوام کی خدمت ہماری اولین ترجیح ہے اور اس سلسلے میں کسی قسم کی غفلت برداشت نہیں کی جائے گی۔ — [252, 949, 331, 1112]
continued-article — [252, 1664, 331, 1844]
continued-tag: بقیہ — [571, 1116, 586, 1129]
article-text: کی طرف سے جاری کیے گئے بیان کے مطابق حکومت نے عوامی مسائل کے حل کے لیے فوری اقدامات کا فیصلہ کیا ہے اور متعلقہ اداروں کو ہدایات جاری کر دی گئی ہیں کہ وہ اپنی کارکردگی کو بہتر بنائیں اور شہریوں کو ریلیف فراہم کرنے میں کوئی کسر نہ چھوڑیں۔ اجلاس میں صوبائی وزراء، سیکرٹریز اور دیگر اعلیٰ حکام نے شرکت کی جبکہ ترقیاتی منصوبوں کی بروقت تکمیل کو یقینی بنانے پر زور دیا گیا۔ انہوں نے کہا کہ عوام کی خدمت ہماری اولین ترجیح ہے اور اس سلسلے میں کسی قسم کی غفلت برداشت نہیں کی جائے گی۔ — [85, 217, 162, 381]
article-header-box — [421, 933, 502, 947]
article-header-box — [591, 1116, 672, 1130]
article-number: 53 — [85, 20, 101, 32]
continued-article — [2, 202, 80, 382]
continued-tag: بقیہ — [147, 385, 161, 398]
article-number: 29 — [337, 20, 353, 32]
article-text: کی طرف سے جاری کیے گئے بیان کے مطابق حکومت نے عوامی مسائل کے حل کے لیے فوری اقدامات کا فیصلہ کیا ہے اور متعلقہ اداروں کو ہدایات جاری کر دی گئی ہیں کہ وہ اپنی کارکردگی کو بہتر بنائیں اور شہریوں کو ریلیف فراہم کرنے میں کوئی کسر نہ چھوڑیں۔ اجلاس میں صوبائی وزراء، سیکرٹریز اور دیگر اعلیٰ حکام نے شرکت کی جبکہ ترقیاتی منصوبوں کی بروقت تکمیل کو یقینی بنانے پر زور دیا گیا۔ انہوں نے کہا کہ عوام کی خدمت ہماری اولین ترجیح ہے اور اس سلسلے میں کسی قسم کی غفلت برداشت نہیں کی جائے گی۔ — [421, 1132, 502, 1295]
article-box-title: روزنامہ آواز — [441, 205, 484, 213]
continued-tag: بقیہ — [401, 20, 416, 32]
continued-article — [591, 19, 672, 199]
continued-tag: بقیہ — [147, 203, 161, 215]
article-number: 42 — [252, 1116, 268, 1129]
article-box-title: روزنامہ آواز — [356, 387, 398, 395]
court-notice-text: بعدالت جناب سول جج صاحب اول ٹرائل کورٹ گلگت نمبر 5931 / OWFC / 2025 مورخہ 21-08-2025 اشتہار جاری کیا جاتا ہے کہ بروز 23-08-2025 کو بوقت 11:00 بجے حاضر عدالت ہوں — [6, 582, 76, 637]
